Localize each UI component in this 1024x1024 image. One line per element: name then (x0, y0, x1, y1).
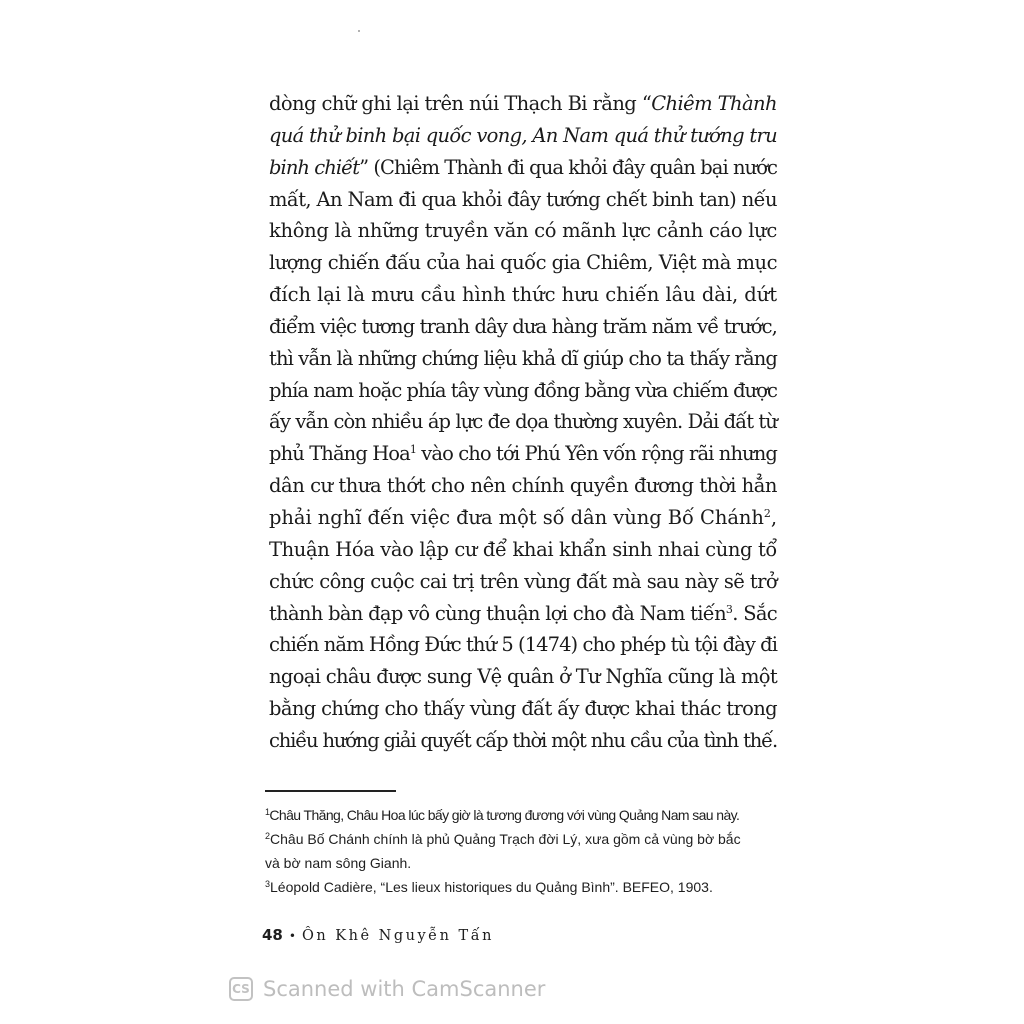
footnotes (265, 803, 777, 899)
footnote-2-continuation: và bờ nam sông Gianh. (265, 855, 412, 871)
text-segment: ngoại châu được sung Vệ quân ở Tư Nghĩa cũng là một (269, 665, 777, 689)
text-line (269, 502, 777, 534)
text-line (269, 247, 777, 279)
camscanner-watermark (229, 973, 545, 1005)
text-segment: Thuận Hóa vào lập cư để khai khẩn sinh nhai cùng tổ (269, 537, 777, 561)
text-segment: ấy vẫn còn nhiều áp lực đe dọa thường xuyên. Dải đất từ (269, 410, 777, 434)
italic-segment: binh chiết (269, 155, 360, 179)
text-segment: chiều hướng giải quyết cấp thời một nhu cầu của tình thế. (269, 728, 777, 752)
text-line (269, 406, 777, 438)
page-footer (262, 926, 494, 944)
text-line (269, 470, 777, 502)
text-line (269, 152, 777, 184)
text-segment: ” (Chiêm Thành đi qua khỏi đây quân bại nước (359, 155, 777, 179)
text-segment: vào cho tới Phú Yên vốn rộng rãi nhưng (415, 442, 778, 466)
footnote-3-text: Léopold Cadière, “Les lieux historiques du Quảng Bình”. BEFEO, 1903. (270, 879, 713, 895)
footnote-2-number: 2 (265, 831, 271, 841)
text-segment: dân cư thưa thớt cho nên chính quyền đương thời hẳn (269, 474, 777, 498)
footnote-ref: 1 (409, 443, 416, 457)
scan-speck (358, 30, 360, 32)
text-line (269, 215, 777, 247)
text-line (269, 598, 777, 630)
text-segment: phía nam hoặc phía tây vùng đồng bằng vừa chiếm được (269, 378, 777, 402)
main-paragraph (269, 88, 777, 757)
text-segment: đích lại là mưu cầu hình thức hưu chiến lâu dài, dứt (269, 283, 777, 307)
text-segment: chức công cuộc cai trị trên vùng đất mà sau này sẽ trở (269, 569, 777, 593)
footnote-3-number: 3 (265, 879, 271, 889)
text-segment: dòng chữ ghi lại trên núi Thạch Bi rằng “ (269, 92, 652, 115)
text-segment: lượng chiến đấu của hai quốc gia Chiêm, Việt mà mục (269, 251, 777, 275)
text-line (269, 375, 777, 407)
footnote-rule (265, 790, 396, 792)
text-segment: mất, An Nam đi qua khỏi đây tướng chết binh tan) nếu (269, 187, 777, 211)
text-line (269, 566, 777, 598)
text-segment: điểm việc tương tranh dây dưa hàng trăm năm về trước, (269, 314, 777, 338)
text-segment: , (770, 505, 777, 529)
text-segment: . Sắc (732, 601, 777, 625)
text-segment: chiến năm Hồng Đức thứ 5 (1474) cho phép tù tội đày đi (269, 633, 777, 657)
text-line (269, 311, 777, 343)
text-segment: không là những truyền văn có mãnh lực cảnh cáo lực (269, 219, 777, 243)
text-segment: phủ Thăng Hoa (269, 442, 410, 466)
text-segment: bằng chứng cho thấy vùng đất ấy được khai thác trong (269, 697, 777, 721)
text-line (269, 693, 777, 725)
text-line (269, 725, 777, 757)
folio-separator: • (288, 929, 296, 943)
footnote-ref: 2 (763, 506, 771, 520)
text-segment: thì vẫn là những chứng liệu khả dĩ giúp cho ta thấy rằng (269, 346, 777, 370)
footnote-3 (265, 875, 777, 899)
text-segment: thành bàn đạp vô cùng thuận lợi cho đà Nam tiến (269, 601, 726, 625)
text-line (269, 661, 777, 693)
footnote-1 (265, 803, 777, 827)
footnote-1-number: 1 (265, 807, 270, 817)
text-line (269, 184, 777, 216)
italic-segment: quá thử binh bại quốc vong, An Nam quá thử tướng tru (269, 123, 777, 147)
text-line (269, 534, 777, 566)
text-line (269, 438, 777, 470)
italic-segment: Chiêm Thành (651, 92, 777, 115)
footnote-1-text: Châu Thăng, Châu Hoa lúc bấy giờ là tương đương với vùng Quảng Nam sau này. (269, 807, 740, 823)
author-name: Ôn Khê Nguyễn Tấn (301, 928, 494, 944)
text-line (269, 343, 777, 375)
footnote-2 (265, 827, 777, 851)
footnote-ref: 3 (725, 602, 733, 616)
text-segment: phải nghĩ đến việc đưa một số dân vùng Bố Chánh (269, 505, 764, 529)
watermark-text: Scanned with CamScanner (263, 977, 546, 1001)
text-line (269, 120, 777, 152)
text-line (269, 629, 777, 661)
page-number: 48 (262, 926, 283, 944)
footnote-2-text: Châu Bố Chánh chính là phủ Quảng Trạch đời Lý, xưa gồm cả vùng bờ bắc (270, 831, 741, 847)
text-line (269, 279, 777, 311)
text-line (269, 88, 777, 120)
camscanner-logo-icon: CS (229, 977, 253, 1001)
